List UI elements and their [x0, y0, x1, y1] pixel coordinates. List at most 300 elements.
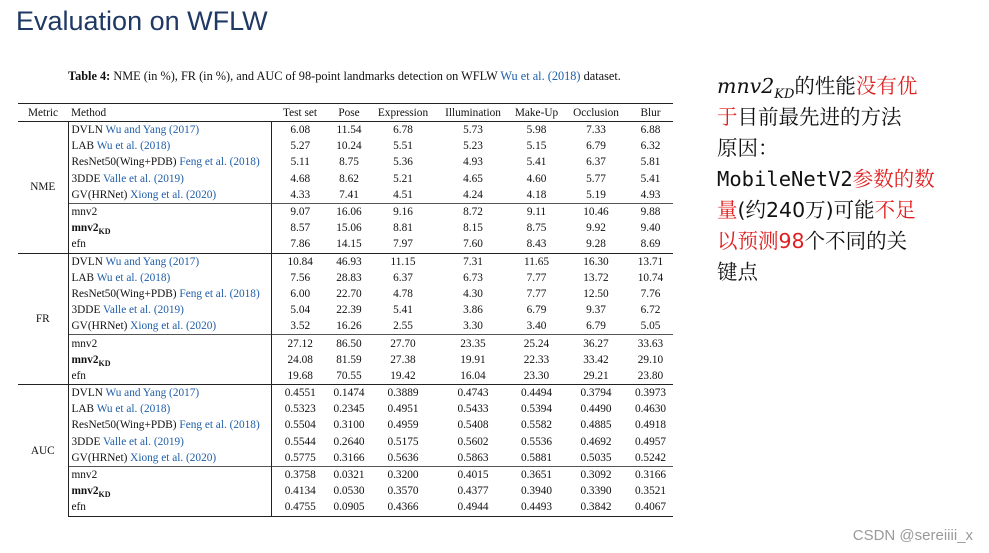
value-cell: 0.4743: [437, 385, 509, 402]
value-cell: 6.00: [290, 287, 311, 300]
notes-line-2: [717, 102, 979, 133]
method-cell: [68, 466, 271, 483]
value-cell: 23.30: [523, 369, 550, 382]
value-cell: 5.19: [586, 188, 606, 201]
notes-line-3: [717, 133, 979, 164]
value-cell: 46.93: [329, 253, 369, 270]
value-cell: 8.75: [339, 156, 359, 169]
value-cell: 8.75: [526, 222, 547, 235]
method-citation: Wu et al. (2018): [96, 403, 171, 416]
value-cell: 8.15: [463, 222, 483, 235]
method-cell: [68, 335, 271, 352]
metric-label: NME: [18, 122, 68, 254]
method-citation: Xiong et al. (2020): [130, 320, 217, 333]
method-name: DVLN: [71, 255, 106, 268]
method-name: 3DDE: [71, 435, 103, 448]
table-row: [18, 434, 673, 450]
method-name: mnv2: [71, 337, 98, 350]
value-cell: 86.50: [329, 335, 369, 352]
value-cell: 4.60: [526, 172, 547, 185]
value-cell: 5.15: [526, 140, 547, 153]
value-cell: 8.72: [437, 203, 509, 220]
table-row: [18, 236, 673, 253]
method-cell: [68, 187, 271, 204]
notes-text: MobileNetV2: [717, 167, 853, 191]
header-test-set: Test set: [271, 104, 329, 122]
method-name: DVLN: [71, 124, 106, 137]
value-cell: 0.4885: [580, 419, 612, 432]
value-cell: 0.5863: [457, 451, 489, 464]
value-cell: 23.80: [637, 369, 664, 382]
value-cell: 6.79: [586, 320, 606, 333]
metric-group-auc: [18, 385, 673, 517]
value-cell: 6.32: [640, 140, 661, 153]
method-cell: [68, 286, 271, 302]
method-name: GV(HRNet): [71, 320, 131, 333]
notes-highlight: 没有优: [855, 74, 918, 98]
value-cell: 0.4490: [580, 403, 612, 416]
value-cell: 4.33: [290, 188, 311, 201]
method-cell: [68, 122, 271, 139]
table-row: [18, 302, 673, 318]
value-cell: 19.42: [390, 369, 416, 382]
value-cell: 3.52: [290, 320, 311, 333]
value-cell: 0.4944: [437, 499, 509, 516]
value-cell: 0.2640: [333, 435, 365, 448]
value-cell: 6.79: [526, 304, 547, 317]
table-row: [18, 187, 673, 204]
value-cell: 3.40: [526, 320, 547, 333]
value-cell: 7.33: [564, 122, 628, 139]
table-row: [18, 466, 673, 483]
value-cell: 10.24: [336, 140, 362, 153]
value-cell: 0.3940: [520, 485, 553, 498]
method-name: 3DDE: [71, 304, 103, 317]
value-cell: 0.4366: [369, 499, 437, 516]
header-method: Method: [68, 104, 271, 122]
value-cell: 0.3758: [271, 466, 329, 483]
value-cell: 13.71: [628, 253, 673, 270]
notes-model-name: [717, 74, 795, 102]
value-cell: 5.21: [393, 172, 413, 185]
value-cell: 0.4951: [387, 403, 419, 416]
table-row: [18, 368, 673, 385]
table-row: [18, 220, 673, 236]
value-cell: 22.39: [336, 304, 362, 317]
value-cell: 0.3092: [564, 466, 628, 483]
value-cell: 7.41: [339, 188, 359, 201]
value-cell: 8.62: [339, 172, 359, 185]
value-cell: 25.24: [509, 335, 564, 352]
table-caption: [68, 69, 688, 84]
table-row: [18, 385, 673, 402]
value-cell: 9.40: [640, 222, 661, 235]
header-pose: Pose: [329, 104, 369, 122]
value-cell: 7.76: [640, 287, 661, 300]
value-cell: 0.4551: [271, 385, 329, 402]
method-name: ResNet50(Wing+PDB): [71, 419, 180, 432]
metric-label: AUC: [18, 385, 68, 517]
method-citation: Feng et al. (2018): [179, 156, 260, 169]
slide-title: Evaluation on WFLW: [16, 6, 268, 36]
value-cell: 4.30: [463, 287, 483, 300]
value-cell: 9.07: [271, 203, 329, 220]
value-cell: 6.08: [271, 122, 329, 139]
value-cell: 9.11: [509, 203, 564, 220]
value-cell: 0.4493: [509, 499, 564, 516]
value-cell: 0.3390: [580, 485, 612, 498]
value-cell: 7.60: [463, 238, 483, 251]
value-cell: 4.78: [393, 287, 413, 300]
value-cell: 0.3889: [369, 385, 437, 402]
notes-text: 目前最先进的方法: [737, 105, 902, 129]
method-cell: [68, 253, 271, 270]
value-cell: 0.3842: [564, 499, 628, 516]
method-name: ResNet50(Wing+PDB): [71, 156, 180, 169]
value-cell: 16.30: [564, 253, 628, 270]
value-cell: 0.5242: [634, 451, 667, 464]
method-citation: Wu et al. (2018): [96, 140, 171, 153]
value-cell: 0.4134: [284, 485, 316, 498]
table-row: [18, 335, 673, 352]
value-cell: 6.79: [586, 140, 606, 153]
value-cell: 0.3100: [333, 419, 365, 432]
caption-label: Table 4:: [68, 69, 111, 83]
value-cell: 0.3973: [628, 385, 673, 402]
value-cell: 0.5394: [520, 403, 553, 416]
value-cell: 9.88: [628, 203, 673, 220]
method-citation: Wu and Yang (2017): [105, 124, 200, 137]
method-citation: Wu and Yang (2017): [105, 255, 200, 268]
value-cell: 0.4959: [387, 419, 419, 432]
value-cell: 0.3521: [634, 485, 667, 498]
table-row: [18, 318, 673, 335]
value-cell: 4.93: [463, 156, 483, 169]
value-cell: 4.18: [526, 188, 547, 201]
value-cell: 5.36: [393, 156, 413, 169]
method-cell: [68, 352, 271, 368]
method-name: ResNet50(Wing+PDB): [71, 287, 180, 300]
value-cell: 29.21: [583, 369, 609, 382]
method-cell: [68, 499, 271, 516]
value-cell: 5.73: [437, 122, 509, 139]
value-cell: 19.68: [287, 369, 313, 382]
value-cell: 11.54: [329, 122, 369, 139]
method-cell: [68, 483, 271, 499]
table-row: [18, 253, 673, 270]
notes-highlight: 不足: [874, 198, 916, 222]
table-row: [18, 417, 673, 433]
value-cell: 0.3570: [387, 485, 419, 498]
value-cell: 0.5433: [457, 403, 489, 416]
metric-group-fr: [18, 253, 673, 385]
value-cell: 13.72: [583, 271, 609, 284]
value-cell: 0.0530: [333, 485, 365, 498]
table-row: [18, 499, 673, 516]
method-cell: [68, 417, 271, 433]
value-cell: 22.33: [523, 353, 550, 366]
value-cell: 0.4067: [628, 499, 673, 516]
value-cell: 5.04: [290, 304, 311, 317]
value-cell: 8.69: [640, 238, 661, 251]
value-cell: 10.74: [637, 271, 664, 284]
table-row: [18, 401, 673, 417]
value-cell: 5.23: [463, 140, 483, 153]
value-cell: 5.77: [586, 172, 606, 185]
value-cell: 15.06: [336, 222, 362, 235]
notes-text: 键点: [717, 260, 758, 284]
metric-label: FR: [18, 253, 68, 385]
value-cell: 81.59: [336, 353, 362, 366]
value-cell: 0.4015: [437, 466, 509, 483]
value-cell: 11.15: [369, 253, 437, 270]
value-cell: 0.3651: [509, 466, 564, 483]
table-row: [18, 450, 673, 467]
table-row: [18, 270, 673, 286]
value-cell: 10.46: [564, 203, 628, 220]
notes-text: 个不同的关: [804, 229, 908, 253]
table-header-row: [18, 104, 673, 122]
value-cell: 0.4494: [509, 385, 564, 402]
header-make-up: Make-Up: [509, 104, 564, 122]
method-cell: [68, 302, 271, 318]
value-cell: 0.4630: [634, 403, 667, 416]
value-cell: 22.70: [336, 287, 362, 300]
value-cell: 6.72: [640, 304, 661, 317]
value-cell: 7.31: [437, 253, 509, 270]
method-citation: Valle et al. (2019): [103, 435, 184, 448]
method-name: mnv2: [71, 206, 98, 219]
method-cell: [68, 236, 271, 253]
value-cell: 5.11: [290, 156, 310, 169]
method-name: LAB: [71, 403, 97, 416]
notes-model-sub: KD: [774, 87, 795, 102]
value-cell: 8.43: [526, 238, 547, 251]
value-cell: 0.1474: [329, 385, 369, 402]
value-cell: 3.86: [463, 304, 483, 317]
method-name: mnv2: [71, 222, 99, 235]
method-name: LAB: [71, 271, 97, 284]
notes-text: 原因：: [717, 136, 779, 160]
header-expression: Expression: [369, 104, 437, 122]
value-cell: 0.5536: [520, 435, 553, 448]
value-cell: 5.41: [640, 172, 661, 185]
method-name: 3DDE: [71, 172, 103, 185]
notes-line-4: [717, 164, 979, 195]
table-row: [18, 483, 673, 499]
method-cell: [68, 220, 271, 236]
notes-line-5: [717, 195, 979, 226]
notes-text: 的性能: [794, 74, 856, 98]
table-row: [18, 138, 673, 154]
method-citation: Feng et al. (2018): [179, 287, 260, 300]
method-cell: [68, 270, 271, 286]
value-cell: 6.37: [586, 156, 606, 169]
caption-citation: Wu et al. (2018): [500, 69, 581, 83]
method-name: LAB: [71, 140, 97, 153]
value-cell: 28.83: [336, 271, 362, 284]
value-cell: 4.51: [393, 188, 413, 201]
value-cell: 12.50: [583, 287, 609, 300]
table-row: [18, 171, 673, 187]
method-cell: [68, 401, 271, 417]
caption-text: NME (in %), FR (in %), and AUC of 98-point landmarks detection on WFLW: [110, 69, 501, 83]
method-citation: Valle et al. (2019): [103, 304, 184, 317]
method-citation: Valle et al. (2019): [103, 172, 184, 185]
method-cell: [68, 368, 271, 385]
value-cell: 4.93: [640, 188, 661, 201]
notes-text: (约240万)可能: [737, 198, 875, 222]
value-cell: 0.5504: [284, 419, 316, 432]
value-cell: 7.77: [526, 271, 547, 284]
value-cell: 5.98: [509, 122, 564, 139]
value-cell: 0.4755: [271, 499, 329, 516]
value-cell: 23.35: [437, 335, 509, 352]
notes-highlight: 参数的数: [852, 167, 935, 191]
header-metric: Metric: [18, 104, 68, 122]
value-cell: 3.30: [463, 320, 483, 333]
method-subscript: KD: [98, 227, 111, 237]
method-citation: Xiong et al. (2020): [130, 451, 217, 464]
method-name: mnv2: [71, 485, 99, 498]
value-cell: 29.10: [637, 353, 664, 366]
caption-suffix: dataset.: [580, 69, 621, 83]
value-cell: 16.04: [460, 369, 486, 382]
method-cell: [68, 434, 271, 450]
value-cell: 6.37: [393, 271, 413, 284]
value-cell: 2.55: [393, 320, 413, 333]
value-cell: 0.4918: [634, 419, 667, 432]
method-cell: [68, 450, 271, 467]
value-cell: 4.24: [463, 188, 483, 201]
value-cell: 0.5636: [387, 451, 419, 464]
value-cell: 27.38: [390, 353, 416, 366]
value-cell: 7.97: [393, 238, 413, 251]
value-cell: 0.0905: [329, 499, 369, 516]
value-cell: 0.5602: [457, 435, 489, 448]
method-citation: Feng et al. (2018): [179, 419, 260, 432]
value-cell: 0.5544: [284, 435, 316, 448]
method-name: efn: [71, 501, 86, 514]
method-subscript: KD: [98, 358, 111, 368]
value-cell: 5.81: [640, 156, 661, 169]
results-table: [18, 103, 673, 517]
method-name: mnv2: [71, 353, 99, 366]
header-occlusion: Occlusion: [564, 104, 628, 122]
value-cell: 0.0321: [329, 466, 369, 483]
value-cell: 19.91: [460, 353, 486, 366]
value-cell: 0.5408: [457, 419, 489, 432]
header-blur: Blur: [628, 104, 673, 122]
notes-line-7: [717, 257, 979, 288]
table-row: [18, 203, 673, 220]
value-cell: 6.73: [463, 271, 483, 284]
value-cell: 16.06: [329, 203, 369, 220]
notes-highlight: 量: [717, 198, 738, 222]
metric-group-nme: [18, 122, 673, 254]
value-cell: 9.16: [369, 203, 437, 220]
value-cell: 11.65: [509, 253, 564, 270]
notes-highlight: 以预测98: [717, 229, 805, 253]
value-cell: 0.4957: [634, 435, 667, 448]
value-cell: 9.28: [586, 238, 606, 251]
notes-highlight: 于: [717, 105, 738, 129]
method-cell: [68, 385, 271, 402]
value-cell: 0.4692: [580, 435, 612, 448]
header-illumination: Illumination: [437, 104, 509, 122]
method-citation: Wu et al. (2018): [96, 271, 171, 284]
table-row: [18, 122, 673, 139]
value-cell: 0.2345: [333, 403, 365, 416]
value-cell: 24.08: [287, 353, 313, 366]
value-cell: 7.86: [290, 238, 311, 251]
method-cell: [68, 154, 271, 170]
value-cell: 0.3200: [369, 466, 437, 483]
value-cell: 0.4377: [457, 485, 489, 498]
value-cell: 0.5323: [284, 403, 316, 416]
value-cell: 5.27: [290, 140, 311, 153]
value-cell: 27.12: [271, 335, 329, 352]
value-cell: 0.5175: [387, 435, 419, 448]
value-cell: 6.88: [628, 122, 673, 139]
value-cell: 5.51: [393, 140, 413, 153]
method-citation: Xiong et al. (2020): [130, 188, 217, 201]
table-row: [18, 352, 673, 368]
notes-model-base: mnv2: [717, 74, 775, 98]
notes-panel: [717, 71, 979, 288]
value-cell: 5.05: [640, 320, 661, 333]
table-row: [18, 286, 673, 302]
method-cell: [68, 318, 271, 335]
value-cell: 6.78: [369, 122, 437, 139]
value-cell: 14.15: [336, 238, 362, 251]
method-name: GV(HRNet): [71, 188, 131, 201]
value-cell: 9.92: [586, 222, 606, 235]
value-cell: 5.41: [393, 304, 413, 317]
value-cell: 0.5775: [284, 451, 316, 464]
value-cell: 27.70: [369, 335, 437, 352]
value-cell: 8.81: [393, 222, 413, 235]
method-name: efn: [71, 238, 86, 251]
value-cell: 9.37: [586, 304, 606, 317]
method-name: mnv2: [71, 469, 98, 482]
value-cell: 5.41: [526, 156, 547, 169]
value-cell: 0.3794: [564, 385, 628, 402]
value-cell: 33.42: [583, 353, 609, 366]
value-cell: 8.57: [290, 222, 311, 235]
table-row: [18, 154, 673, 170]
method-cell: [68, 203, 271, 220]
watermark: CSDN @sereiiii_x: [852, 527, 973, 544]
value-cell: 7.56: [290, 271, 311, 284]
value-cell: 70.55: [336, 369, 362, 382]
value-cell: 0.3166: [333, 451, 365, 464]
method-cell: [68, 171, 271, 187]
method-name: GV(HRNet): [71, 451, 131, 464]
notes-line-1: [717, 71, 979, 102]
value-cell: 10.84: [271, 253, 329, 270]
method-name: efn: [71, 369, 86, 382]
value-cell: 16.26: [336, 320, 362, 333]
value-cell: 0.5035: [580, 451, 612, 464]
method-cell: [68, 138, 271, 154]
value-cell: 7.77: [526, 287, 547, 300]
value-cell: 0.5582: [520, 419, 553, 432]
method-name: DVLN: [71, 387, 106, 400]
value-cell: 4.68: [290, 172, 311, 185]
method-subscript: KD: [98, 490, 111, 500]
notes-line-6: [717, 226, 979, 257]
